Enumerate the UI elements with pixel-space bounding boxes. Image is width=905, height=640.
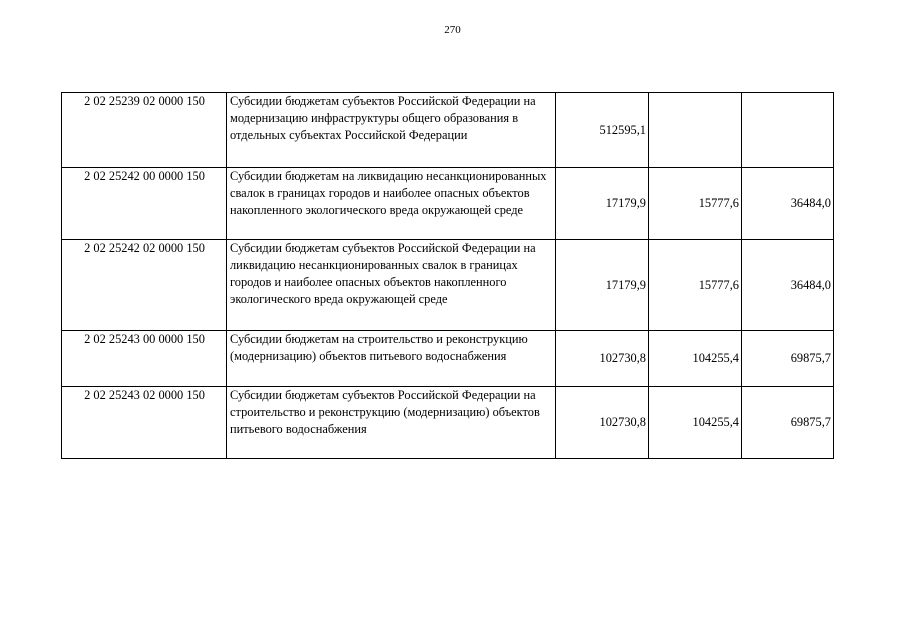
amount-cell-2: [649, 93, 742, 168]
amount-cell-1: 17179,9: [556, 240, 649, 331]
amount-cell-2: 104255,4: [649, 387, 742, 459]
description-cell: Субсидии бюджетам субъектов Российской Федерации на модернизацию инфраструктуры общего образования в отдельных субъектах Российской Федерации: [227, 93, 556, 168]
budget-code-cell: 2 02 25239 02 0000 150: [62, 93, 227, 168]
amount-cell-2: 104255,4: [649, 331, 742, 387]
table-row: [62, 331, 834, 387]
amount-cell-1: 102730,8: [556, 387, 649, 459]
amount-cell-3: 36484,0: [742, 240, 834, 331]
description-cell: Субсидии бюджетам субъектов Российской Федерации на ликвидацию несанкционированных свалок в границах городов и наиболее опасных объектов накопленного экологического вреда окружающей среде: [227, 240, 556, 331]
amount-cell-3: 69875,7: [742, 387, 834, 459]
description-cell: Субсидии бюджетам на ликвидацию несанкционированных свалок в границах городов и наиболее опасных объектов накопленного экологического вреда окружающей среде: [227, 168, 556, 240]
table-row: [62, 387, 834, 459]
description-cell: Субсидии бюджетам на строительство и реконструкцию (модернизацию) объектов питьевого водоснабжения: [227, 331, 556, 387]
budget-code-cell: 2 02 25242 02 0000 150: [62, 240, 227, 331]
amount-cell-2: 15777,6: [649, 240, 742, 331]
budget-code-cell: 2 02 25243 02 0000 150: [62, 387, 227, 459]
amount-cell-2: 15777,6: [649, 168, 742, 240]
budget-code-cell: 2 02 25242 00 0000 150: [62, 168, 227, 240]
amount-cell-3: [742, 93, 834, 168]
amount-cell-1: 17179,9: [556, 168, 649, 240]
amount-cell-3: 36484,0: [742, 168, 834, 240]
table-row: [62, 240, 834, 331]
budget-code-cell: 2 02 25243 00 0000 150: [62, 331, 227, 387]
page-number: 270: [444, 24, 461, 36]
amount-cell-1: 512595,1: [556, 93, 649, 168]
table-row: [62, 93, 834, 168]
table-row: [62, 168, 834, 240]
description-cell: Субсидии бюджетам субъектов Российской Федерации на строительство и реконструкцию (модернизацию) объектов питьевого водоснабжения: [227, 387, 556, 459]
budget-table: [61, 92, 834, 459]
amount-cell-1: 102730,8: [556, 331, 649, 387]
amount-cell-3: 69875,7: [742, 331, 834, 387]
